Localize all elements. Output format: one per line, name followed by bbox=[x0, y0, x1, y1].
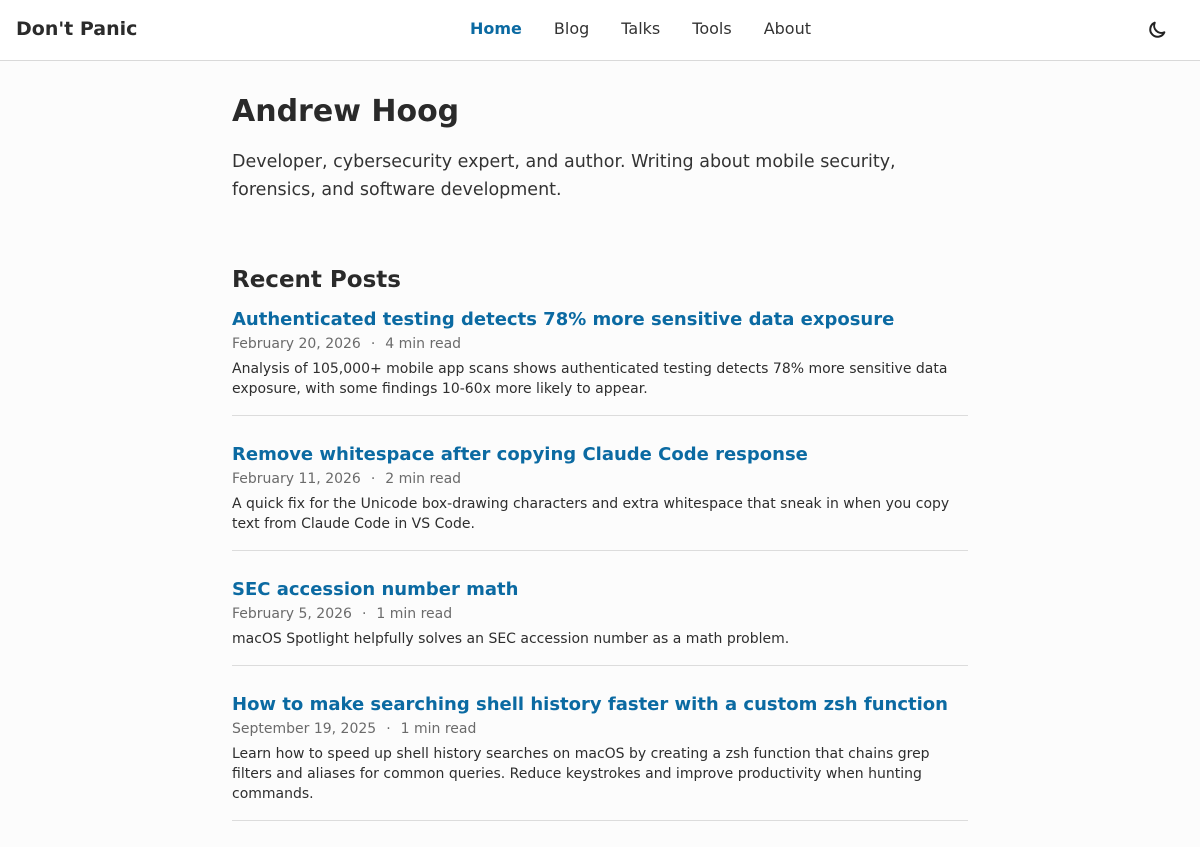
post-item bbox=[232, 577, 968, 666]
site-header bbox=[0, 0, 1200, 61]
meta-separator: · bbox=[361, 606, 367, 622]
hero-bio: Developer, cybersecurity expert, and author. Writing about mobile security, forensics, and software development. bbox=[232, 152, 896, 200]
recent-posts-heading: Recent Posts bbox=[232, 267, 401, 293]
theme-toggle-button[interactable] bbox=[1146, 19, 1168, 41]
post-excerpt: Analysis of 105,000+ mobile app scans shows authenticated testing detects 78% more sensitive data exposure, with some findings 10-60x more likely to appear. bbox=[232, 361, 948, 397]
post-date: February 5, 2026 bbox=[232, 606, 352, 622]
post-read-time: 1 min read bbox=[400, 721, 477, 737]
post-read-time: 1 min read bbox=[376, 606, 453, 622]
post-title-link[interactable]: Authenticated testing detects 78% more sensitive data exposure bbox=[232, 309, 895, 330]
post-title-link[interactable]: SEC accession number math bbox=[232, 579, 519, 600]
post-item bbox=[232, 307, 968, 416]
meta-separator: · bbox=[386, 721, 391, 737]
hero-name: Andrew Hoog bbox=[232, 94, 460, 129]
site-title-link[interactable]: Don't Panic bbox=[16, 18, 138, 40]
post-read-time: 2 min read bbox=[385, 471, 462, 487]
post-meta bbox=[232, 605, 968, 623]
post-date: February 11, 2026 bbox=[232, 471, 361, 487]
nav-talks[interactable]: Talks bbox=[621, 19, 661, 38]
post-date: February 20, 2026 bbox=[232, 336, 361, 352]
meta-separator: · bbox=[370, 336, 376, 352]
nav-about[interactable]: About bbox=[763, 19, 811, 38]
post-date: September 19, 2025 bbox=[232, 721, 377, 737]
post-title-link[interactable]: Remove whitespace after copying Claude Code response bbox=[232, 444, 808, 465]
post-excerpt: macOS Spotlight helpfully solves an SEC accession number as a math problem. bbox=[232, 631, 790, 647]
post-meta bbox=[232, 335, 968, 353]
nav-blog[interactable]: Blog bbox=[553, 19, 590, 38]
main-nav bbox=[470, 19, 843, 38]
post-meta bbox=[232, 470, 968, 488]
main-content bbox=[232, 94, 968, 847]
post-item bbox=[232, 442, 968, 551]
post-read-time: 4 min read bbox=[385, 336, 462, 352]
meta-separator: · bbox=[370, 471, 376, 487]
nav-tools[interactable]: Tools bbox=[692, 19, 732, 38]
post-list bbox=[232, 307, 968, 821]
nav-home[interactable]: Home bbox=[470, 19, 522, 38]
post-title-link[interactable]: How to make searching shell history faster with a custom zsh function bbox=[232, 694, 948, 715]
post-meta bbox=[232, 720, 968, 738]
moon-icon bbox=[1146, 19, 1168, 41]
post-item bbox=[232, 692, 968, 821]
post-excerpt: A quick fix for the Unicode box-drawing characters and extra whitespace that sneak in when you copy text from Claude Code in VS Code. bbox=[232, 496, 950, 532]
post-excerpt: Learn how to speed up shell history searches on macOS by creating a zsh function that chains grep filters and aliases for common queries. Reduce keystrokes and improve productivity when hunting commands. bbox=[232, 746, 930, 802]
